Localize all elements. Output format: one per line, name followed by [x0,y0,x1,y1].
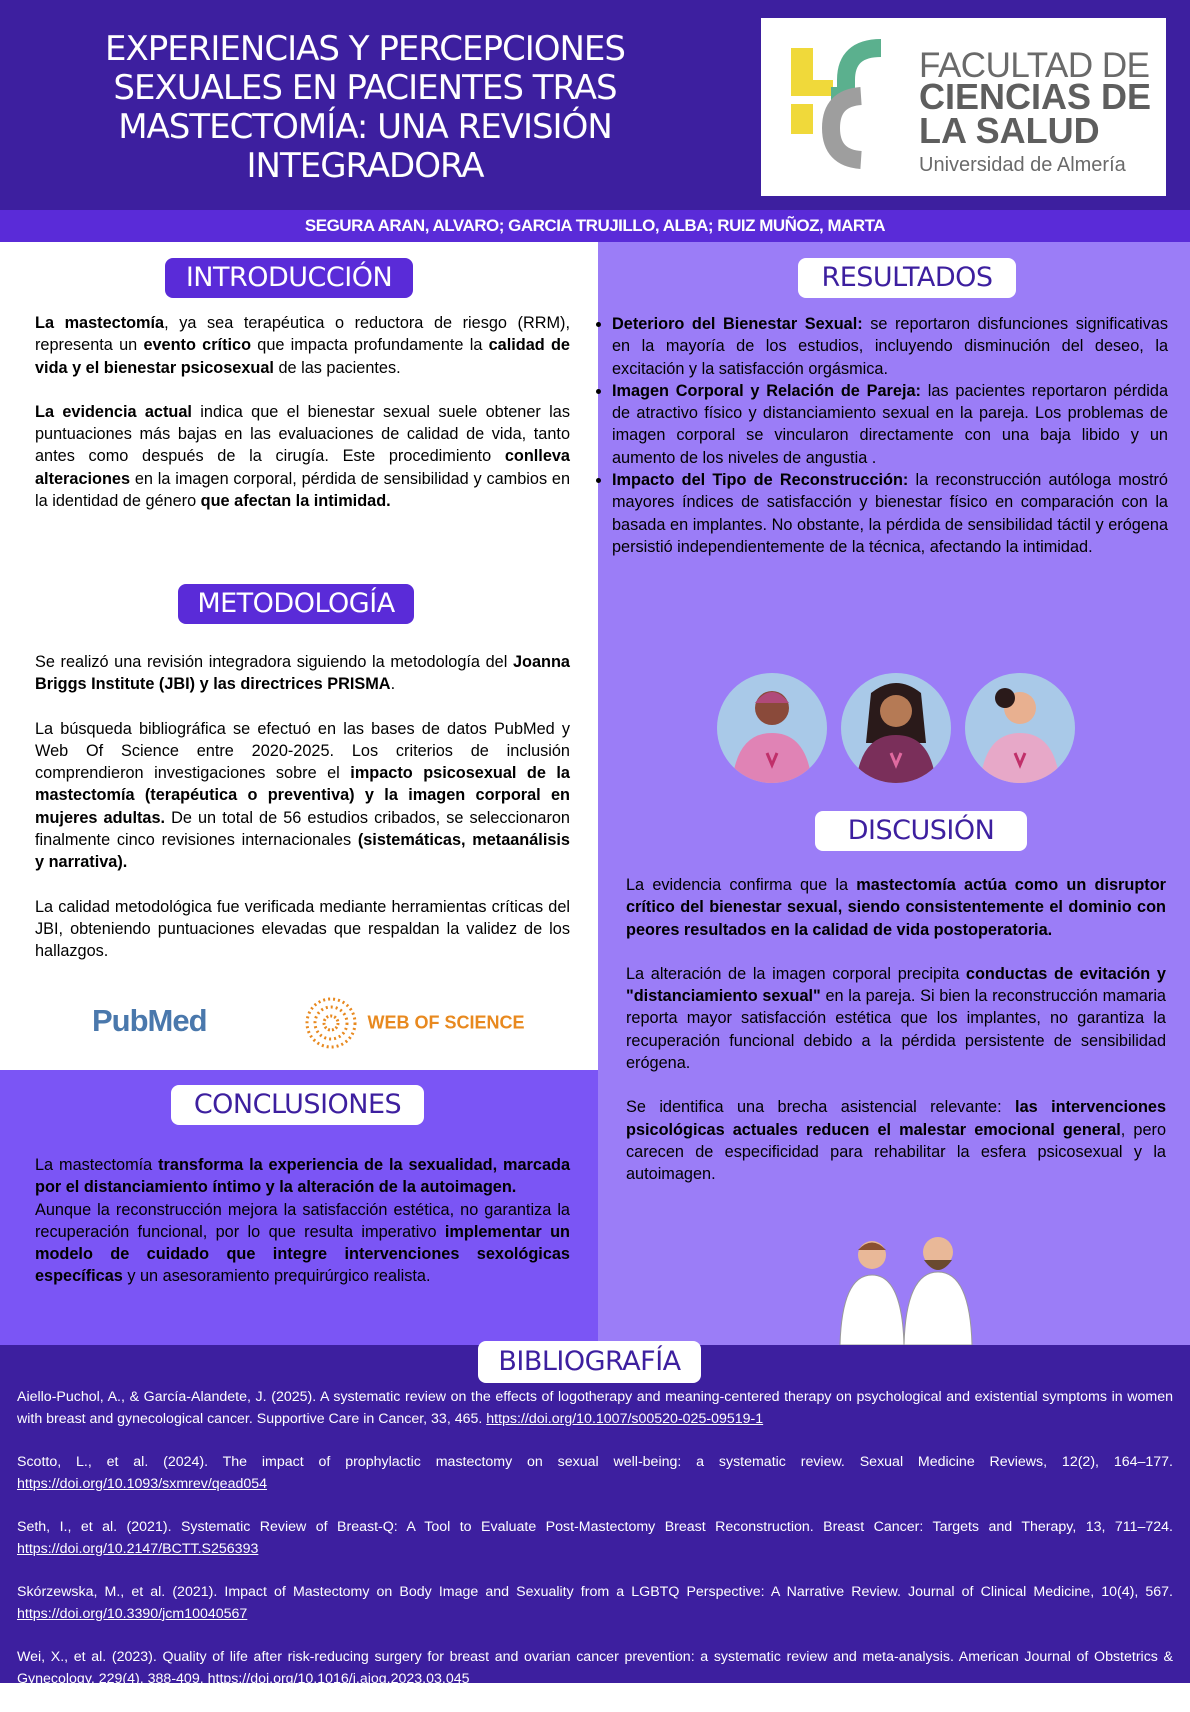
faculty-logo [761,18,1166,196]
bibliography-list [17,1387,1173,1712]
text: La calidad metodológica fue verificada mediante herramientas críticas del JBI, obteniendo puntuaciones elevadas que respaldan la validez de los hallazgos. [35,897,570,961]
bold-text: impacto psicosexual de la mastectomía (terapéutica o preventiva) y la imagen corporal en mujeres adultas. [35,764,570,827]
result-item [612,469,1168,558]
fcs-logo-icon [761,18,911,196]
poster-header [0,0,1190,210]
bold-text: implementar un modelo de cuidado que integre intervenciones sexológicas específicas [35,1222,571,1286]
text: que impacta profundamente la [251,336,489,355]
pubmed-logo [92,1003,207,1039]
reference [17,1387,1173,1430]
paragraph [626,1096,1166,1185]
discussion-text [626,874,1166,1208]
text: , pero carecen de especificidad para rehabilitar la esfera psicosexual y la autoimagen. [626,1120,1166,1184]
reference-text: Seth, I., et al. (2021). Systematic Review of Breast-Q: A Tool to Evaluate Post-Mastectomy Breast Reconstruction. Breast Cancer: Targets and Therapy, 13, 711–724. [17,1519,1173,1535]
text: Aunque la reconstrucción mejora la satisfacción estética, no garantiza la recuperación funcional, por lo que resulta imperativo [35,1200,570,1241]
result-item [612,380,1168,469]
reference-text: Aiello-Puchol, A., & García-Alandete, J. (2025). A systematic review on the effects of logotherapy and meaning-centered therapy on psychological and existential symptoms in women with breast and gynecological cancer. Supportive Care in Cancer, 33, 465. [17,1389,1173,1427]
doi-link[interactable]: https://doi.org/10.3390/jcm10040567 [17,1605,248,1622]
wos-label: WEB OF SCIENCE [367,1012,525,1033]
logo-line-2: CIENCIAS DE [919,76,1152,117]
logo-line-1: FACULTAD DE [919,46,1150,85]
paragraph [35,718,570,874]
text: La evidencia confirma que la [626,876,857,894]
paragraph [35,401,570,512]
logo-line-2-3 [919,76,1152,151]
results-list [612,313,1168,558]
heading-bibliografia: BIBLIOGRAFÍA [478,1341,701,1383]
doi-link[interactable]: https://doi.org/10.1007/s00520-025-09519-1 [486,1410,764,1427]
bold-text: conductas de evitación y "distanciamiento sexual" [626,964,1166,1006]
doi-link[interactable]: https://doi.org/10.2147/BCTT.S256393 [17,1540,259,1557]
bold-text: conlleva alteraciones [35,447,570,488]
text: y un asesoramiento prequirúrgico realista. [122,1267,431,1286]
reference [17,1582,1173,1625]
patient-illustration-1 [717,673,827,783]
reference [17,1452,1173,1495]
logo-line-3: LA SALUD [919,110,1100,151]
paragraph [35,1154,570,1288]
paragraph [626,963,1166,1074]
result-item [612,313,1168,380]
text: . [390,675,396,694]
doi-link[interactable]: https://doi.org/10.1093/sxmrev/qead054 [17,1475,268,1492]
logo-line-4: Universidad de Almería [919,154,1126,176]
bold-text: (sistemáticas, metaanálisis y narrativa). [35,831,570,872]
text: indica que el bienestar sexual suele obtener las puntuaciones más bajas en las evaluaciones de calidad de vida, tanto antes como después de la cirugía. Este procedimiento [35,402,570,466]
pubmed-label: PubMed [92,1003,207,1038]
doctors-illustration [820,1230,990,1350]
intro-text [35,312,570,534]
text: se reportaron disfunciones significativas en la mayoría de los estudios, incluyendo disminución del deseo, la excitación y la satisfacción orgásmica. [612,315,1168,378]
bold-text: Imagen Corporal y Relación de Pareja: [612,381,921,400]
text: la reconstrucción autóloga mostró mayores índices de satisfacción y bienestar físico en comparación con la basada en implantes. No obstante, la pérdida de sensibilidad táctil y erógena persistió independientemente de la técnica, afectando la intimidad. [612,471,1168,556]
text: Se realizó una revisión integradora siguiendo la metodología del [35,653,513,671]
bold-text: La mastectomía [35,314,165,332]
bold-text: las intervenciones psicológicas actuales reducen el malestar emocional general [626,1098,1166,1139]
method-text [35,651,570,985]
reference-text: Skórzewska, M., et al. (2021). Impact of Mastectomy on Body Image and Sexuality from a LGBTQ Perspective: A Narrative Review. Journal of Clinical Medicine, 10(4), 567. [17,1584,1173,1600]
doi-link[interactable]: https://doi.org/10.1016/j.ajog.2023.03.045 [207,1670,470,1687]
heading-discusion: DISCUSIÓN [815,811,1027,851]
conclusions-text [35,1154,570,1310]
text: De un total de 56 estudios cribados, se seleccionaron finalmente cinco revisiones internacionales [35,808,570,850]
text: Se identifica una brecha asistencial relevante: [626,1098,1016,1117]
text: La mastectomía [35,1156,159,1174]
reference [17,1647,1173,1690]
reference-text: Wei, X., et al. (2023). Quality of life after risk-reducing surgery for breast and ovarian cancer prevention: a systematic review and meta-analysis. American Journal of Obstetrics & Gynecology, 229(4), 388-409. [17,1649,1173,1687]
text: en la imagen corporal, pérdida de sensibilidad y cambios en la identidad de género [35,469,570,511]
reference-text: Scotto, L., et al. (2024). The impact of prophylactic mastectomy on sexual well-being: a systematic review. Sexual Medicine Reviews, 12(2), 164–177. [17,1454,1173,1470]
poster-title: EXPERIENCIAS Y PERCEPCIONES SEXUALES EN PACIENTES TRAS MASTECTOMÍA: UNA REVISIÓN INTEGRADORA [105,29,625,186]
bold-text: calidad de vida y el bienestar psicosexual [35,336,570,377]
bold-text: mastectomía actúa como un disruptor crítico del bienestar sexual, siendo consistentemente el dominio con peores resultados en la calidad de vida postoperatoria. [626,876,1166,939]
wos-globe-icon [305,997,363,1049]
bold-text: Impacto del Tipo de Reconstrucción: [612,471,909,490]
heading-resultados: RESULTADOS [798,258,1016,298]
patient-illustration-3 [965,673,1075,783]
bold-text: Joanna Briggs Institute (JBI) y las directrices PRISMA [35,653,570,694]
paragraph [35,312,570,379]
bold-text: evento crítico [143,336,252,355]
bold-text: Deterioro del Bienestar Sexual: [612,315,863,333]
authors-bar: SEGURA ARAN, ALVARO; GARCIA TRUJILLO, ALBA; RUIZ MUÑOZ, MARTA [0,210,1190,242]
text: La alteración de la imagen corporal precipita [626,964,966,983]
reference [17,1517,1173,1560]
text: , ya sea terapéutica o reductora de riesgo (RRM), representa un [35,314,570,355]
paragraph [626,874,1166,941]
bold-text: La evidencia actual [35,402,192,421]
bold-text: transforma la experiencia de la sexualidad, marcada por el distanciamiento íntimo y la alteración de la autoimagen. [35,1156,571,1197]
text: las pacientes reportaron pérdida de atractivo físico y distanciamiento sexual en la pareja. Los problemas de imagen corporal se vincularon directamente con una baja libido y un aumento de los niveles de angustia . [612,381,1168,467]
text: en la pareja. Si bien la reconstrucción mamaria reporta mayor satisfacción estética que los implantes, no garantiza la recuperación funcional debido a la pérdida persistente de sensibilidad erógena. [626,987,1166,1073]
heading-conclusiones: CONCLUSIONES [171,1085,424,1125]
paragraph [35,651,570,696]
text: de las pacientes. [273,358,401,377]
heading-metodologia: METODOLOGÍA [178,584,414,624]
text: La búsqueda bibliográfica se efectuó en las bases de datos PubMed y Web Of Science entre 2020-2025. Los criterios de inclusión comprendieron investigaciones sobre el [35,719,570,783]
web-of-science-logo [305,997,524,1049]
paragraph [35,896,570,963]
patient-illustration-2 [841,673,951,783]
bold-text: que afectan la intimidad. [200,492,391,511]
heading-introduccion: INTRODUCCIÓN [165,258,413,298]
